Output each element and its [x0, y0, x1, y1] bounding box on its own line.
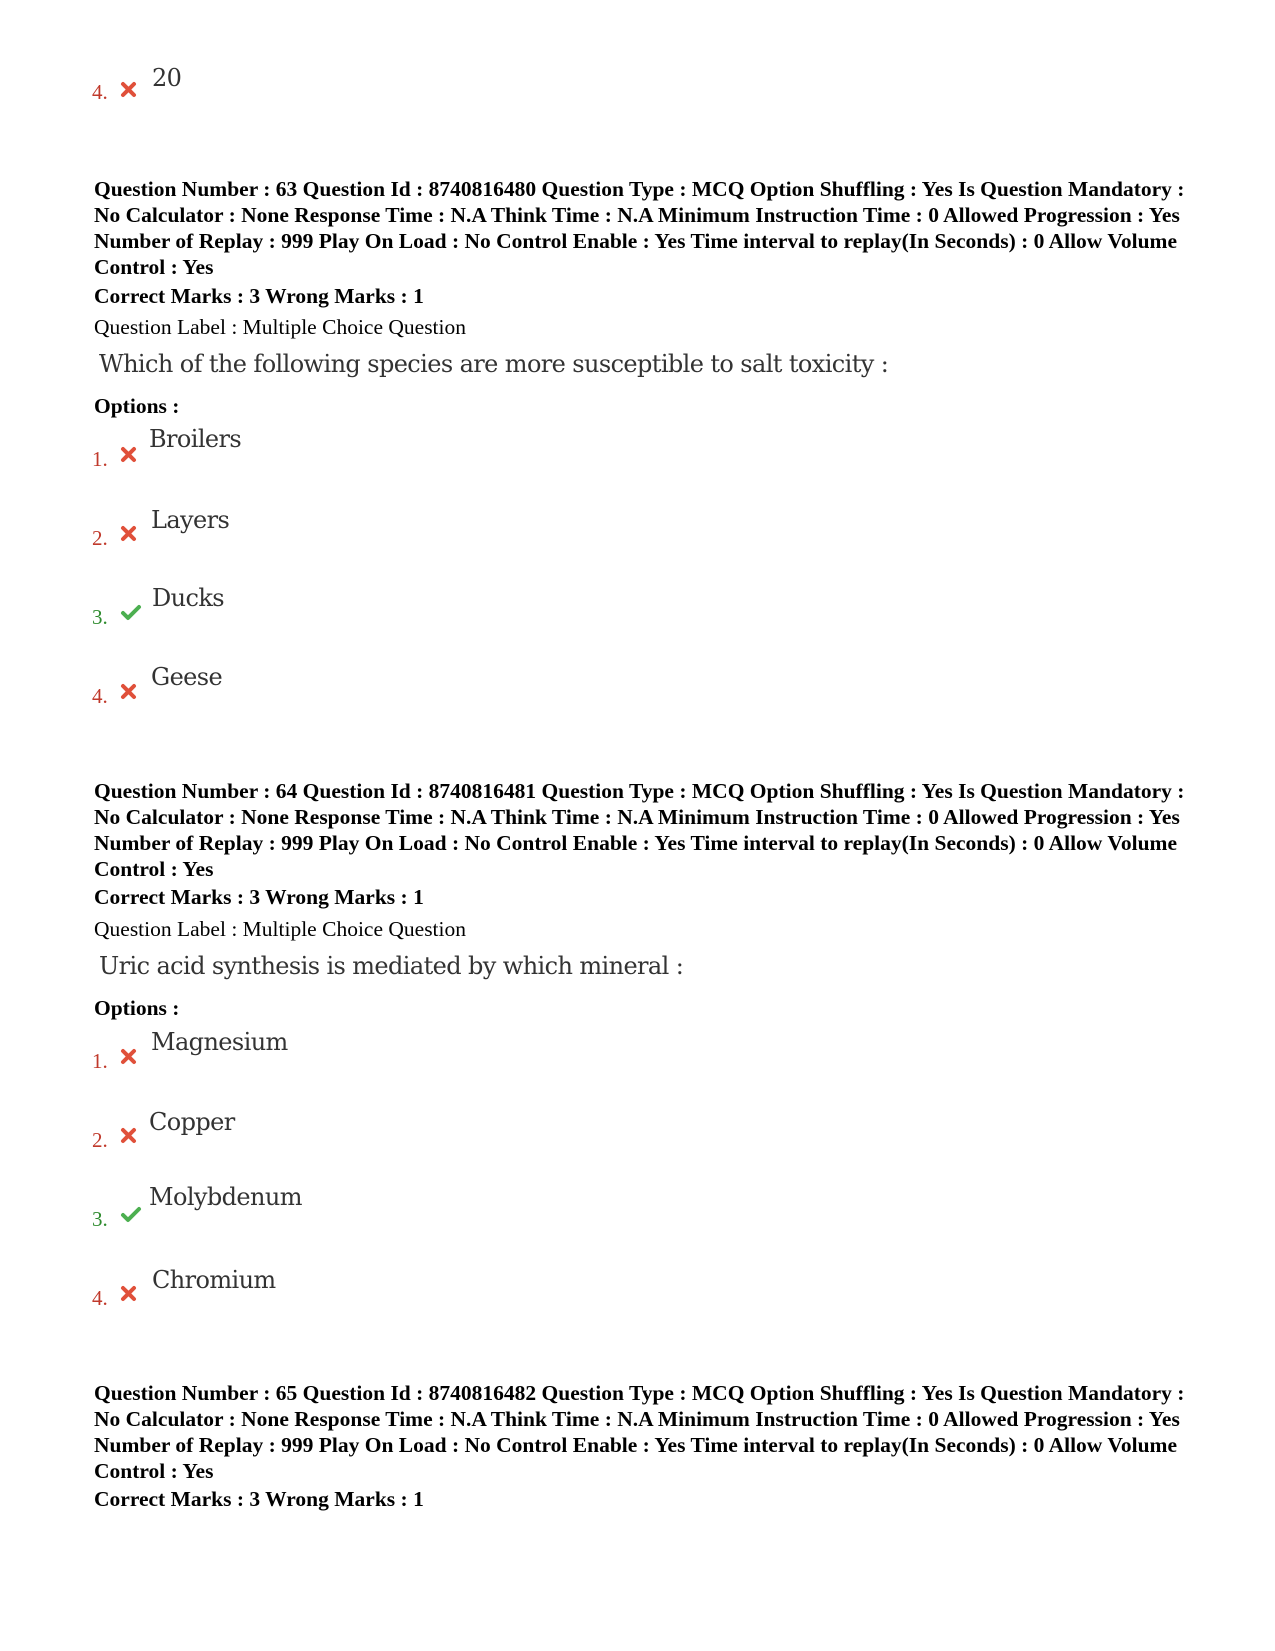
question-text: Which of the following species are more susceptible to salt toxicity :: [99, 350, 889, 378]
check-icon: [120, 1205, 142, 1223]
cross-icon: [120, 524, 138, 542]
cross-icon: [120, 1126, 138, 1144]
question-text: Uric acid synthesis is mediated by which mineral :: [99, 952, 684, 980]
cross-icon: [120, 80, 138, 98]
option-number: 4.: [92, 1286, 108, 1310]
option-number: 3.: [92, 1207, 108, 1231]
cross-icon: [120, 1284, 138, 1302]
option-number: 2.: [92, 1128, 108, 1152]
option-number: 4.: [92, 684, 108, 708]
option-text: Chromium: [152, 1266, 276, 1294]
option-text: Layers: [151, 506, 230, 534]
option-text: Molybdenum: [149, 1183, 302, 1211]
option-number: 3.: [92, 605, 108, 629]
question-label: Question Label : Multiple Choice Question: [94, 315, 467, 339]
option-text: 20: [152, 64, 182, 92]
question-marks: Correct Marks : 3 Wrong Marks : 1: [94, 284, 424, 308]
question-label: Question Label : Multiple Choice Question: [94, 917, 467, 941]
options-heading: Options :: [94, 996, 180, 1020]
cross-icon: [120, 1047, 138, 1065]
option-number: 4.: [92, 80, 108, 104]
cross-icon: [120, 445, 138, 463]
option-number: 2.: [92, 526, 108, 550]
question-meta: Question Number : 64 Question Id : 8740816481 Question Type : MCQ Option Shuffling : Yes Is Question Mandatory : No Calculator : None Response Time : N.A Think Time : N.A Minimum Instruction Time : 0 Allowed Progression : Yes Number of Replay : 999 Play On Load : No Control Enable : Yes Time interval to replay(In Seconds) : 0 Allow Volume Control : Yes: [94, 779, 1185, 881]
option-text: Ducks: [152, 584, 225, 612]
option-text: Copper: [149, 1108, 235, 1136]
question-marks: Correct Marks : 3 Wrong Marks : 1: [94, 1487, 424, 1511]
options-heading: Options :: [94, 394, 180, 418]
cross-icon: [120, 682, 138, 700]
option-text: Broilers: [149, 425, 242, 453]
question-marks: Correct Marks : 3 Wrong Marks : 1: [94, 885, 424, 909]
option-number: 1.: [92, 1049, 108, 1073]
option-number: 1.: [92, 447, 108, 471]
question-meta: Question Number : 65 Question Id : 8740816482 Question Type : MCQ Option Shuffling : Yes Is Question Mandatory : No Calculator : None Response Time : N.A Think Time : N.A Minimum Instruction Time : 0 Allowed Progression : Yes Number of Replay : 999 Play On Load : No Control Enable : Yes Time interval to replay(In Seconds) : 0 Allow Volume Control : Yes: [94, 1381, 1185, 1483]
question-meta: Question Number : 63 Question Id : 8740816480 Question Type : MCQ Option Shuffling : Yes Is Question Mandatory : No Calculator : None Response Time : N.A Think Time : N.A Minimum Instruction Time : 0 Allowed Progression : Yes Number of Replay : 999 Play On Load : No Control Enable : Yes Time interval to replay(In Seconds) : 0 Allow Volume Control : Yes: [94, 177, 1185, 279]
check-icon: [120, 603, 142, 621]
option-text: Geese: [151, 663, 223, 691]
option-text: Magnesium: [151, 1028, 288, 1056]
